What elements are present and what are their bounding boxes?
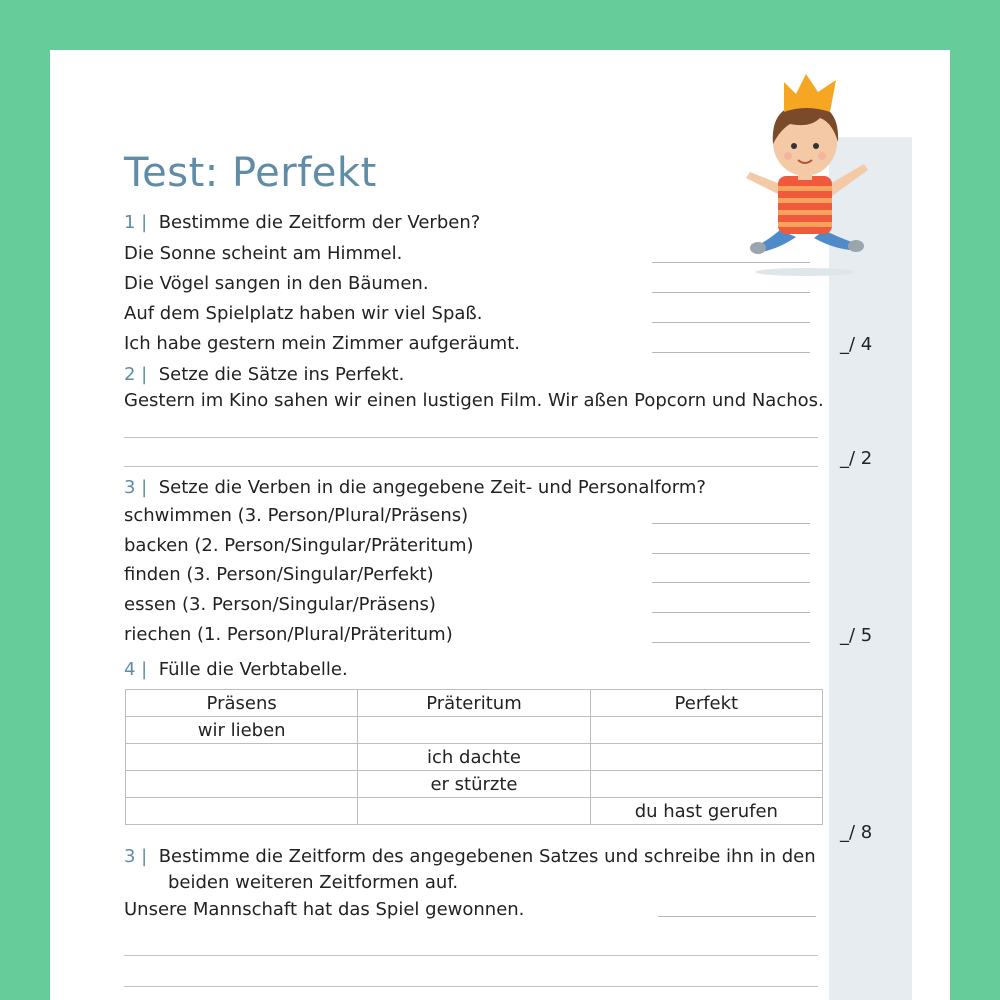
task-2-heading — [124, 364, 404, 385]
table-cell: du hast gerufen — [590, 798, 822, 825]
task-instruction: Setze die Sätze ins Perfekt. — [158, 364, 405, 385]
boy-with-crown-illustration — [740, 72, 880, 282]
table-cell[interactable] — [590, 717, 822, 744]
task-1-item: Die Vögel sangen in den Bäumen. — [124, 273, 429, 294]
task-instruction-continued: beiden weiteren Zeitformen auf. — [168, 872, 459, 893]
worksheet-title: Test: Perfekt — [124, 150, 377, 196]
column-header-praeteritum: Präteritum — [358, 690, 590, 717]
table-cell: er stürzte — [358, 771, 590, 798]
writing-line[interactable] — [124, 986, 818, 987]
task-2-score: _/ 2 — [840, 448, 873, 469]
table-cell: ich dachte — [358, 744, 590, 771]
table-header-row — [126, 690, 823, 717]
answer-blank[interactable] — [652, 352, 810, 353]
answer-blank[interactable] — [652, 322, 810, 323]
table-row — [126, 771, 823, 798]
task-1-item: Die Sonne scheint am Himmel. — [124, 243, 403, 264]
verb-table — [125, 689, 823, 825]
task-3-score: _/ 5 — [840, 625, 873, 646]
table-row — [126, 798, 823, 825]
task-number: 2 | — [124, 364, 148, 385]
table-cell[interactable] — [358, 798, 590, 825]
writing-line[interactable] — [124, 466, 818, 467]
task-instruction: Bestimme die Zeitform der Verben? — [158, 212, 481, 233]
answer-blank[interactable] — [652, 582, 810, 583]
table-cell[interactable] — [126, 771, 358, 798]
answer-blank[interactable] — [652, 642, 810, 643]
task-1-item: Auf dem Spielplatz haben wir viel Spaß. — [124, 303, 483, 324]
writing-line[interactable] — [124, 955, 818, 956]
answer-blank[interactable] — [658, 916, 816, 917]
task-4-heading — [124, 659, 348, 680]
writing-line[interactable] — [124, 437, 818, 438]
task-instruction: Setze die Verben in die angegebene Zeit- und Personalform? — [158, 477, 706, 498]
answer-blank[interactable] — [652, 262, 810, 263]
task-number: 3 | — [124, 477, 148, 498]
task-1-score: _/ 4 — [840, 334, 873, 355]
task-3-item: riechen (1. Person/Plural/Präteritum) — [124, 624, 453, 645]
task-3-heading — [124, 477, 706, 498]
answer-blank[interactable] — [652, 523, 810, 524]
table-cell[interactable] — [126, 744, 358, 771]
table-cell[interactable] — [590, 744, 822, 771]
task-number: 3 | — [124, 846, 148, 867]
column-header-praesens: Präsens — [126, 690, 358, 717]
task-5-text: Unsere Mannschaft hat das Spiel gewonnen. — [124, 899, 525, 920]
table-cell[interactable] — [590, 771, 822, 798]
task-2-text: Gestern im Kino sahen wir einen lustigen Film. Wir aßen Popcorn und Nachos. — [124, 390, 824, 411]
table-row — [126, 744, 823, 771]
task-instruction: Fülle die Verbtabelle. — [158, 659, 348, 680]
table-cell[interactable] — [358, 717, 590, 744]
table-cell[interactable] — [126, 798, 358, 825]
answer-blank[interactable] — [652, 553, 810, 554]
table-cell: wir lieben — [126, 717, 358, 744]
task-5-heading — [124, 846, 816, 867]
task-number: 4 | — [124, 659, 148, 680]
task-1-heading — [124, 212, 480, 233]
task-3-item: finden (3. Person/Singular/Perfekt) — [124, 564, 434, 585]
task-3-item: schwimmen (3. Person/Plural/Präsens) — [124, 505, 469, 526]
answer-blank[interactable] — [652, 292, 810, 293]
table-row — [126, 717, 823, 744]
column-header-perfekt: Perfekt — [590, 690, 822, 717]
task-3-item: backen (2. Person/Singular/Präteritum) — [124, 535, 474, 556]
task-1-item: Ich habe gestern mein Zimmer aufgeräumt. — [124, 333, 520, 354]
answer-blank[interactable] — [652, 612, 810, 613]
task-4-score: _/ 8 — [840, 822, 873, 843]
task-number: 1 | — [124, 212, 148, 233]
task-instruction: Bestimme die Zeitform des angegebenen Satzes und schreibe ihn in den — [158, 846, 816, 867]
task-3-item: essen (3. Person/Singular/Präsens) — [124, 594, 436, 615]
